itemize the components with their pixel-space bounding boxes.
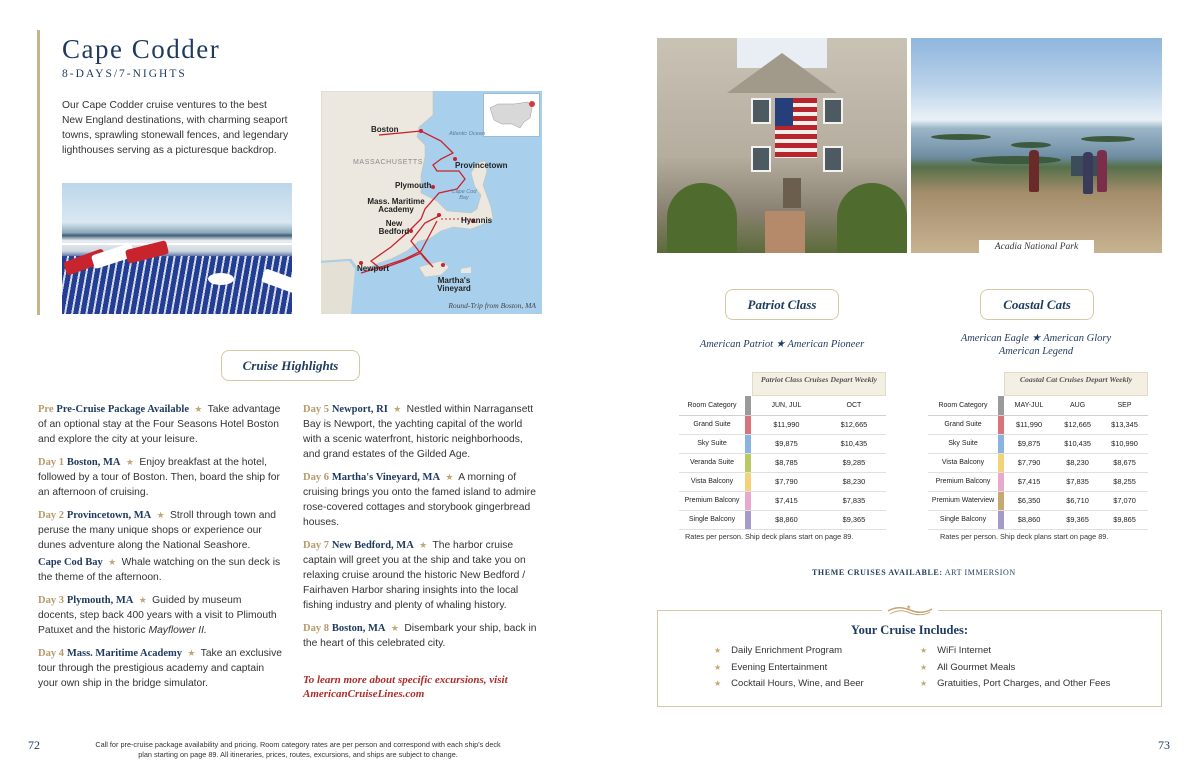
map-caption: Round-Trip from Boston, MA <box>448 301 536 310</box>
rate-cell: $12,665 <box>822 415 886 434</box>
coastal-ships-line1: American Eagle ★ American Glory <box>960 333 1112 344</box>
theme-label: THEME CRUISES AVAILABLE: <box>812 568 943 577</box>
star-icon: ★ <box>416 540 430 550</box>
rate-cell: $6,350 <box>1004 491 1054 510</box>
list-item <box>714 643 864 660</box>
page-title: Cape Codder <box>62 34 221 64</box>
star-icon: ★ <box>154 510 168 520</box>
rate-cell: $9,285 <box>822 453 886 472</box>
map-label-provincetown: Provincetown <box>455 161 508 170</box>
column-header: AUG <box>1054 396 1101 415</box>
rate-cell: $11,990 <box>1004 415 1054 434</box>
list-item <box>920 643 1110 660</box>
page-subtitle: 8-DAYS/7-NIGHTS <box>62 68 187 80</box>
itinerary-item <box>38 402 282 447</box>
theme-cruises <box>812 568 1016 577</box>
star-icon: ★ <box>920 679 928 688</box>
day-label: Day 1 <box>38 457 64 468</box>
day-place: Boston, MA <box>331 623 386 634</box>
itinerary-item <box>303 538 537 613</box>
star-icon: ★ <box>714 662 722 672</box>
includes-list-right <box>920 643 1110 693</box>
itinerary-column-2 <box>303 402 537 659</box>
flag-emblem-icon <box>882 603 938 617</box>
photo-caption: Acadia National Park <box>979 240 1094 254</box>
itinerary-item <box>303 621 537 651</box>
day-description: Guided by museum docents, step back 400 years with a visit to Plimouth Patuxet and the historic <box>38 595 277 636</box>
table-row <box>928 472 1148 491</box>
rate-cell: $9,875 <box>1004 434 1054 453</box>
patriot-ships: American Patriot ★ American Pioneer <box>699 339 865 350</box>
includes-list-left <box>714 643 864 693</box>
row-category: Veranda Suite <box>679 453 745 472</box>
table-row <box>928 453 1148 472</box>
day-place: Mass. Maritime Academy <box>66 648 183 659</box>
patriot-rates-table <box>679 396 886 530</box>
rate-cell: $7,835 <box>1054 472 1101 491</box>
rate-cell: $12,665 <box>1054 415 1101 434</box>
coastal-cats-heading: Coastal Cats <box>980 289 1094 320</box>
column-header: Room Category <box>928 396 998 415</box>
list-item <box>714 676 864 693</box>
rate-cell: $10,435 <box>822 434 886 453</box>
day-description: A morning of cruising brings you onto the famed island to admire rose-covered cottages and storybook gingerbread houses. <box>303 472 536 528</box>
rate-cell: $7,835 <box>822 491 886 510</box>
itinerary-item <box>38 455 282 500</box>
rate-cell: $7,415 <box>751 491 822 510</box>
day-description: Take advantage of an optional stay at the Four Seasons Hotel Boston and explore the city at your leisure. <box>38 404 281 445</box>
day-place: Newport, RI <box>331 404 388 415</box>
list-item <box>920 660 1110 677</box>
day-description: Nestled within Narragansett Bay is Newport, the yachting capital of the world with a scenic waterfront, historic neighborhoods, and grand estates of the Gilded Age. <box>303 404 534 460</box>
rate-cell: $8,230 <box>1054 453 1101 472</box>
day-label: Pre <box>38 404 54 415</box>
row-category: Premium Waterview <box>928 491 998 510</box>
column-header: Room Category <box>679 396 745 415</box>
star-icon: ★ <box>184 648 198 658</box>
rate-cell: $13,345 <box>1101 415 1148 434</box>
row-category: Single Balcony <box>928 510 998 529</box>
coastal-table-header: Coastal Cat Cruises Depart Weekly <box>1004 372 1148 396</box>
itinerary-column-1 <box>38 402 282 699</box>
itinerary-item <box>38 508 282 553</box>
map-label-plymouth: Plymouth <box>395 181 432 190</box>
rate-cell: $7,415 <box>1004 472 1054 491</box>
star-icon: ★ <box>123 457 137 467</box>
day-description: The harbor cruise captain will greet you at the ship and take you on relaxing cruise around the historic New Bedford / Fairhaven Harbor sharing insights into the local fishing industry and plenty of whaling history. <box>303 540 526 611</box>
coastal-rates-table <box>928 396 1148 530</box>
row-category: Vista Balcony <box>679 472 745 491</box>
rate-cell: $9,875 <box>751 434 822 453</box>
row-category: Vista Balcony <box>928 453 998 472</box>
acadia-photo <box>911 38 1162 253</box>
rate-cell: $10,435 <box>1054 434 1101 453</box>
day-label: Day 5 <box>303 404 329 415</box>
footnote: Call for pre-cruise package availability and pricing. Room category rates are per person and correspond with each ship's deck plan starting on page 89. All itineraries, prices, routes, excursions, and ships are subject to change. <box>95 740 501 759</box>
map-label-maritime-academy: Mass. Maritime Academy <box>367 197 425 214</box>
rate-cell: $8,860 <box>751 510 822 529</box>
day-place: Martha's Vineyard, MA <box>331 472 441 483</box>
itinerary-item <box>38 593 282 638</box>
star-icon: ★ <box>390 404 404 414</box>
table-header-row <box>928 396 1148 415</box>
table-row <box>928 491 1148 510</box>
column-header: JUN, JUL <box>751 396 822 415</box>
table-row <box>928 434 1148 453</box>
day-label: Day 4 <box>38 648 64 659</box>
rate-cell: $6,710 <box>1054 491 1101 510</box>
map-label-newport: Newport <box>357 264 389 273</box>
column-header: SEP <box>1101 396 1148 415</box>
row-category: Sky Suite <box>928 434 998 453</box>
day-label: Day 7 <box>303 540 329 551</box>
day-place: Boston, MA <box>66 457 121 468</box>
rate-cell: $10,990 <box>1101 434 1148 453</box>
day-description: Take an exclusive tour through the prestigious academy and captain your own ship in the bridge simulator. <box>38 648 282 689</box>
patriot-table-header: Patriot Class Cruises Depart Weekly <box>752 372 886 396</box>
rate-cell: $9,365 <box>822 510 886 529</box>
row-category: Sky Suite <box>679 434 745 453</box>
map-label-hyannis: Hyannis <box>461 216 493 225</box>
route-map <box>321 91 542 314</box>
patriot-class-heading: Patriot Class <box>725 289 839 320</box>
rate-cell: $8,860 <box>1004 510 1054 529</box>
rate-cell: $8,785 <box>751 453 822 472</box>
list-item <box>920 676 1110 693</box>
rate-cell: $9,365 <box>1054 510 1101 529</box>
row-category: Single Balcony <box>679 510 745 529</box>
day-description: Enjoy breakfast at the hotel, followed by a tour of Boston. Then, board the ship for an afternoon of cruising. <box>38 457 280 498</box>
day-place: Plymouth, MA <box>66 595 134 606</box>
day-label: Day 2 <box>38 510 64 521</box>
rate-cell: $7,790 <box>1004 453 1054 472</box>
theme-value: ART IMMERSION <box>944 568 1016 577</box>
svg-text:★: ★ <box>906 605 912 611</box>
day-place: Pre-Cruise Package Available <box>56 404 190 415</box>
day-place: New Bedford, MA <box>331 540 414 551</box>
list-item-label: Daily Enrichment Program <box>731 645 843 656</box>
table-row <box>928 510 1148 529</box>
day-place: Cape Cod Bay <box>38 557 103 568</box>
table-row <box>679 472 886 491</box>
list-item-label: Evening Entertainment <box>731 661 828 673</box>
day-description-italic: Mayflower II. <box>148 625 207 636</box>
row-category: Grand Suite <box>928 415 998 434</box>
rate-cell: $11,990 <box>751 415 822 434</box>
day-place: Provincetown, MA <box>66 510 152 521</box>
itinerary-item <box>38 646 282 691</box>
star-icon: ★ <box>714 679 722 688</box>
cruise-highlights-heading: Cruise Highlights <box>221 350 360 381</box>
table-row <box>928 415 1148 434</box>
rate-cell: $8,255 <box>1101 472 1148 491</box>
rate-cell: $7,790 <box>751 472 822 491</box>
intro-paragraph: Our Cape Codder cruise ventures to the best New England destinations, with charming seaport towns, sprawling stonewall fences, and legendary lighthouses serving as a picturesque backdrop. <box>62 100 289 156</box>
star-icon: ★ <box>105 557 119 567</box>
itinerary-item <box>38 555 282 585</box>
column-header: OCT <box>822 396 886 415</box>
row-category: Premium Balcony <box>679 491 745 510</box>
day-label: Day 3 <box>38 595 64 606</box>
itinerary-item <box>303 470 537 530</box>
star-icon: ★ <box>714 646 722 655</box>
list-item <box>714 660 864 677</box>
list-item-label: WiFi Internet <box>937 645 992 656</box>
row-category: Premium Balcony <box>928 472 998 491</box>
page-number-left: 72 <box>28 738 40 752</box>
star-icon: ★ <box>442 472 456 482</box>
coastal-ships-line2: American Legend <box>998 346 1074 357</box>
list-item-label: Gratuities, Port Charges, and Other Fees <box>937 678 1111 689</box>
map-bay-label: Cape Cod Bay <box>451 189 477 201</box>
list-item-label: All Gourmet Meals <box>937 661 1016 673</box>
table-row <box>679 415 886 434</box>
table-header-row <box>679 396 886 415</box>
patriot-table-note: Rates per person. Ship deck plans start on page 89. <box>685 532 854 541</box>
column-header: MAY-JUL <box>1004 396 1054 415</box>
list-item-label: Cocktail Hours, Wine, and Beer <box>731 678 864 689</box>
star-icon: ★ <box>191 404 205 414</box>
day-label: Day 6 <box>303 472 329 483</box>
rate-cell: $8,230 <box>822 472 886 491</box>
itinerary-item <box>303 402 537 462</box>
learn-more-link[interactable]: To learn more about specific excursions, visit AmericanCruiseLines.com <box>303 674 508 700</box>
map-state-label: MASSACHUSETTS <box>353 159 424 166</box>
table-row <box>679 491 886 510</box>
cape-cod-house-photo <box>657 38 907 253</box>
includes-title: Your Cruise Includes: <box>850 623 969 637</box>
coastal-table-note: Rates per person. Ship deck plans start on page 89. <box>940 532 1109 541</box>
map-label-new-bedford: New Bedford <box>378 219 410 236</box>
day-description: Stroll through town and peruse the many unique shops or experience our dunes adventure along the National Seashore. <box>38 510 276 551</box>
day-description: Whale watching on the sun deck is the theme of the afternoon. <box>38 557 281 583</box>
star-icon: ★ <box>136 595 150 605</box>
rate-cell: $9,865 <box>1101 510 1148 529</box>
sun-deck-photo <box>62 183 292 314</box>
rate-cell: $7,070 <box>1101 491 1148 510</box>
row-category: Grand Suite <box>679 415 745 434</box>
title-accent-bar <box>37 30 40 315</box>
table-row <box>679 453 886 472</box>
map-atlantic-label: Atlantic Ocean <box>449 131 485 137</box>
page-number-right: 73 <box>1158 738 1170 752</box>
day-label: Day 8 <box>303 623 329 634</box>
star-icon: ★ <box>920 646 928 655</box>
map-label-boston: Boston <box>371 125 399 134</box>
star-icon: ★ <box>388 623 402 633</box>
table-row <box>679 434 886 453</box>
map-label-marthas-vineyard: Martha's Vineyard <box>437 276 471 293</box>
star-icon: ★ <box>920 662 928 672</box>
day-description: Disembark your ship, back in the heart of this celebrated city. <box>303 623 537 649</box>
table-row <box>679 510 886 529</box>
cruise-includes-box <box>657 605 1162 707</box>
rate-cell: $8,675 <box>1101 453 1148 472</box>
us-locator-inset <box>483 93 540 137</box>
